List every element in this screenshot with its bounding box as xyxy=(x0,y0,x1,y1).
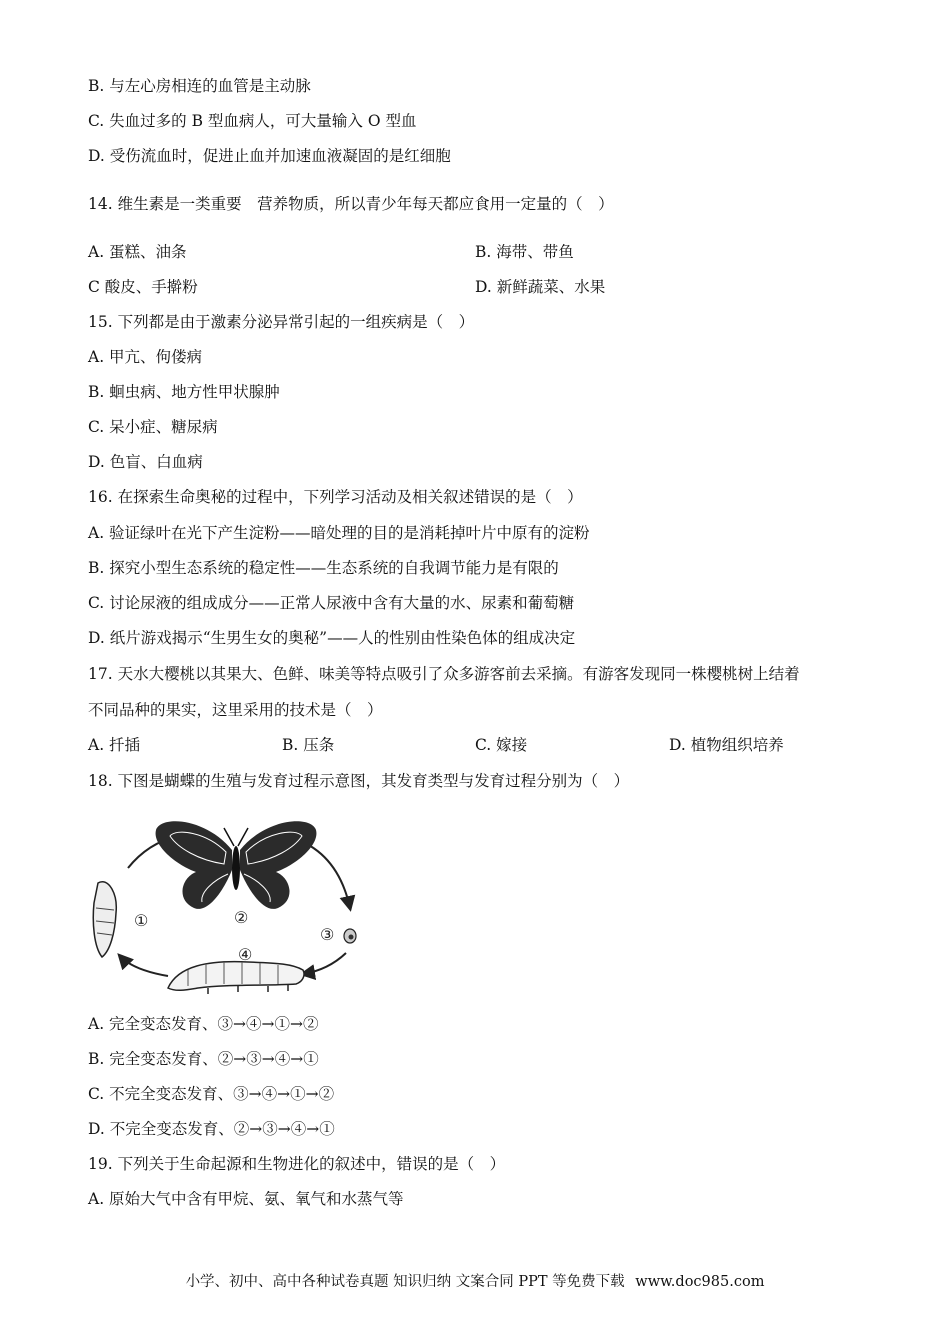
page-footer xyxy=(0,1270,950,1291)
arrow-larva-to-pupa xyxy=(120,956,168,976)
q18-option-d: D. 不完全变态发育、②→③→④→① xyxy=(88,1120,335,1138)
footer-text: 小学、初中、高中各种试卷真题 知识归纳 文案合同 PPT 等免费下载 xyxy=(185,1274,625,1290)
footer-url[interactable]: www.doc985.com xyxy=(635,1274,765,1290)
q17-option-c: C. 嫁接 xyxy=(475,736,528,754)
q16-option-a: A. 验证绿叶在光下产生淀粉——暗处理的目的是消耗掉叶片中原有的淀粉 xyxy=(88,524,590,542)
butterfly-icon xyxy=(156,821,317,909)
q13-option-d: D. 受伤流血时，促进止血并加速血液凝固的是红细胞 xyxy=(88,147,451,165)
q17-stem-line2: 不同品种的果实，这里采用的技术是（ ） xyxy=(88,701,383,719)
q16-option-b: B. 探究小型生态系统的稳定性——生态系统的自我调节能力是有限的 xyxy=(88,559,559,577)
q18-option-c: C. 不完全变态发育、③→④→①→② xyxy=(88,1085,335,1103)
q19-option-a: A. 原始大气中含有甲烷、氨、氧气和水蒸气等 xyxy=(88,1190,404,1208)
q15-option-a: A. 甲亢、佝偻病 xyxy=(88,348,203,366)
q16-option-d: D. 纸片游戏揭示“生男生女的奥秘”——人的性别由性染色体的组成决定 xyxy=(88,629,576,647)
label-1: ① xyxy=(134,911,149,930)
q17-option-b: B. 压条 xyxy=(282,736,335,754)
q15-option-c: C. 呆小症、糖尿病 xyxy=(88,418,218,436)
q16-stem: 16. 在探索生命奥秘的过程中，下列学习活动及相关叙述错误的是（ ） xyxy=(88,488,583,506)
egg-icon xyxy=(344,929,356,943)
q14-option-b: B. 海带、带鱼 xyxy=(475,243,574,261)
q14-stem: 14. 维生素是一类重要 营养物质，所以青少年每天都应食用一定量的（ ） xyxy=(88,195,614,213)
q16-option-c: C. 讨论尿液的组成成分——正常人尿液中含有大量的水、尿素和葡萄糖 xyxy=(88,594,575,612)
q14-option-a: A. 蛋糕、油条 xyxy=(88,243,187,261)
q14-option-d: D. 新鲜蔬菜、水果 xyxy=(475,278,606,296)
q14-option-c: C 酸皮、手擀粉 xyxy=(88,278,198,296)
label-2: ② xyxy=(234,908,249,927)
q13-option-b: B. 与左心房相连的血管是主动脉 xyxy=(88,77,311,95)
q13-option-c: C. 失血过多的 B 型血病人，可大量输入 O 型血 xyxy=(88,112,417,130)
butterfly-lifecycle-diagram xyxy=(88,808,368,1003)
q17-stem-line1: 17. 天水大樱桃以其果大、色鲜、味美等特点吸引了众多游客前去采摘。有游客发现同一株樱桃树上结着 xyxy=(88,665,800,683)
q18-option-b: B. 完全变态发育、②→③→④→① xyxy=(88,1050,319,1068)
q18-stem: 18. 下图是蝴蝶的生殖与发育过程示意图，其发育类型与发育过程分别为（ ） xyxy=(88,772,630,790)
label-3: ③ xyxy=(320,925,335,944)
q15-stem: 15. 下列都是由于激素分泌异常引起的一组疾病是（ ） xyxy=(88,313,475,331)
q15-option-b: B. 蛔虫病、地方性甲状腺肿 xyxy=(88,383,280,401)
q19-stem: 19. 下列关于生命起源和生物进化的叙述中，错误的是（ ） xyxy=(88,1155,506,1173)
larva-icon xyxy=(168,962,304,994)
q17-option-a: A. 扦插 xyxy=(88,736,141,754)
q17-option-d: D. 植物组织培养 xyxy=(669,736,784,754)
arrow-egg-to-larva xyxy=(303,953,346,974)
pupa-icon xyxy=(93,882,116,957)
label-4: ④ xyxy=(238,945,253,964)
q18-option-a: A. 完全变态发育、③→④→①→② xyxy=(88,1015,319,1033)
q15-option-d: D. 色盲、白血病 xyxy=(88,453,203,471)
